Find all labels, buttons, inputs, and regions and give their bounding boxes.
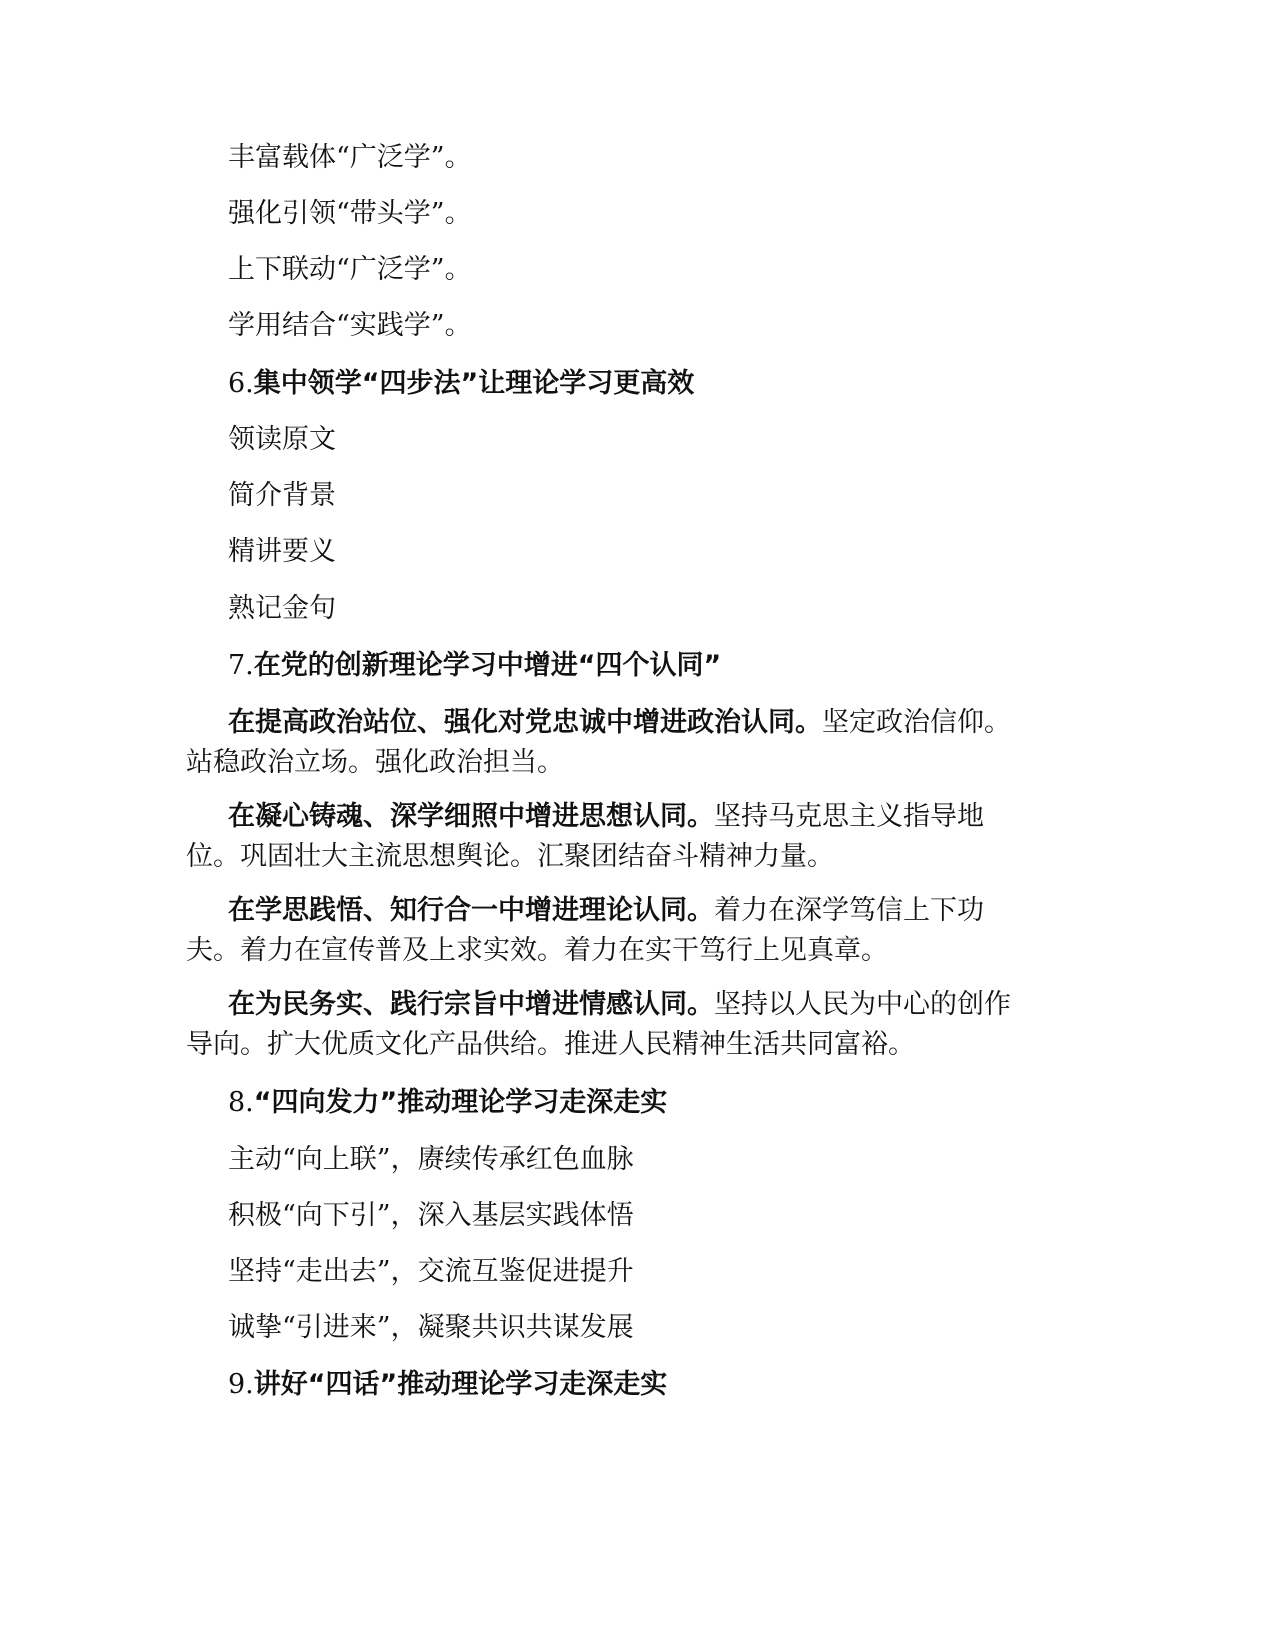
- list-item: 强化引领“带头学”。: [228, 198, 472, 229]
- paragraph-text: 坚持以人民为中心的创作: [714, 989, 1011, 1020]
- paragraph-lead: 在提高政治站位、强化对党忠诚中增进政治认同。: [228, 707, 822, 738]
- list-item: 学用结合“实践学”。: [228, 310, 472, 341]
- paragraph-text: 着力在深学笃信上下功: [714, 895, 984, 926]
- paragraph-text: 坚持马克思主义指导地: [714, 801, 984, 832]
- heading-title: “四向发力”推动理论学习走深走实: [253, 1087, 668, 1118]
- paragraph-text: 站稳政治立场。强化政治担当。: [186, 747, 564, 778]
- heading-number: 7.: [228, 650, 254, 681]
- list-item: 简介背景: [228, 480, 336, 511]
- list-item: 精讲要义: [228, 536, 336, 567]
- heading-title: 在党的创新理论学习中增进“四个认同”: [253, 650, 722, 681]
- section-heading-6: [228, 364, 694, 404]
- heading-title: 讲好“四话”推动理论学习走深走实: [253, 1369, 668, 1400]
- paragraph-text: 导向。扩大优质文化产品供给。推进人民精神生活共同富裕。: [186, 1029, 915, 1060]
- paragraph: [186, 985, 1086, 1065]
- list-item: 积极“向下引”，深入基层实践体悟: [228, 1200, 634, 1231]
- list-item: 诚挚“引进来”，凝聚共识共谋发展: [228, 1312, 634, 1343]
- paragraph-lead: 在凝心铸魂、深学细照中增进思想认同。: [228, 801, 714, 832]
- list-item: 丰富载体“广泛学”。: [228, 142, 472, 173]
- paragraph-lead: 在学思践悟、知行合一中增进理论认同。: [228, 895, 714, 926]
- paragraph-text: 位。巩固壮大主流思想舆论。汇聚团结奋斗精神力量。: [186, 841, 834, 872]
- section-heading-7: [228, 646, 721, 686]
- list-item: 主动“向上联”，赓续传承红色血脉: [228, 1144, 634, 1175]
- heading-number: 6.: [228, 368, 254, 399]
- paragraph-text: 夫。着力在宣传普及上求实效。着力在实干笃行上见真章。: [186, 935, 888, 966]
- list-item: 坚持“走出去”，交流互鉴促进提升: [228, 1256, 634, 1287]
- paragraph: [186, 891, 1086, 971]
- list-item: 领读原文: [228, 424, 336, 455]
- heading-title: 集中领学“四步法”让理论学习更高效: [253, 368, 695, 399]
- list-item: 上下联动“广泛学”。: [228, 254, 472, 285]
- paragraph-text: 坚定政治信仰。: [822, 707, 1011, 738]
- paragraph: [186, 703, 1086, 783]
- section-heading-8: [228, 1083, 667, 1123]
- heading-number: 8.: [228, 1087, 254, 1118]
- list-item: 熟记金句: [228, 593, 336, 624]
- heading-number: 9.: [228, 1369, 254, 1400]
- paragraph-lead: 在为民务实、践行宗旨中增进情感认同。: [228, 989, 714, 1020]
- paragraph: [186, 797, 1086, 877]
- section-heading-9: [228, 1365, 667, 1405]
